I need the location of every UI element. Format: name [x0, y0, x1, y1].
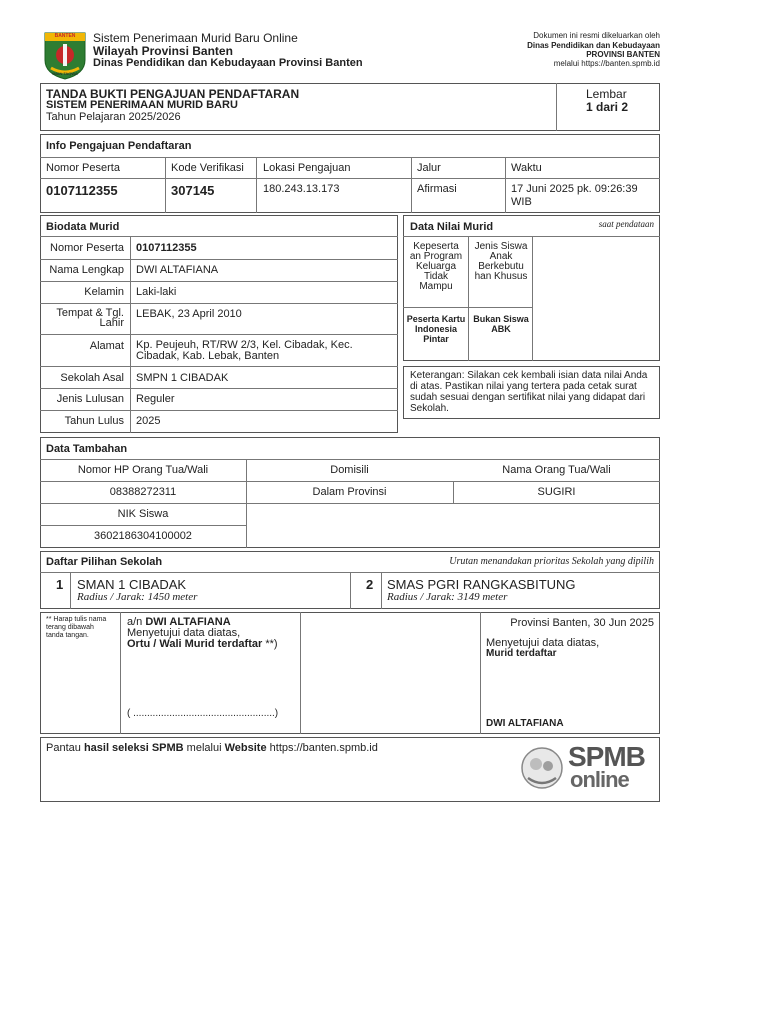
pilihan-note: Urutan menandakan prioritas Sekolah yang dipilih: [449, 556, 654, 567]
biodata-label: Nama Lengkap: [49, 264, 124, 276]
footer-url[interactable]: https://banten.spmb.id: [269, 742, 378, 754]
domisili-label: Domisili: [330, 464, 369, 476]
murid-line: Murid terdaftar: [486, 648, 557, 659]
biodata-value: SMPN 1 CIBADAK: [136, 372, 229, 384]
nomor-peserta-label: Nomor Peserta: [46, 162, 120, 174]
ortu-line: [127, 638, 278, 651]
nilai-col2-value: Bukan Siswa ABK: [473, 314, 529, 334]
nilai-title: Data Nilai Murid: [410, 221, 494, 233]
place-date: Provinsi Banten, 30 Jun 2025: [510, 617, 654, 629]
spmb-logo-sub: online: [570, 767, 629, 792]
footer-pantau: Pantau: [46, 742, 81, 754]
murid-name: DWI ALTAFIANA: [486, 718, 564, 729]
biodata-title: Biodata Murid: [46, 221, 120, 233]
header-right1: Dokumen ini resmi dikeluarkan oleh: [533, 31, 660, 40]
nilai-note: saat pendataan: [598, 219, 654, 229]
kode-verifikasi-value: 307145: [171, 183, 215, 198]
biodata-value: Laki-laki: [136, 286, 177, 298]
biodata-label: Sekolah Asal: [60, 372, 124, 384]
info-title: Info Pengajuan Pendaftaran: [46, 140, 192, 152]
ortu-value: SUGIRI: [537, 486, 576, 498]
banten-logo: [41, 30, 89, 80]
school-name: SMAS PGRI RANGKASBITUNG: [387, 577, 576, 592]
biodata-label: Kelamin: [84, 286, 124, 298]
school-radius: Radius / Jarak: 3149 meter: [387, 591, 508, 603]
sheet-value: 1 dari 2: [586, 100, 629, 114]
an-prefix: a/n: [127, 616, 143, 628]
biodata-label: Jenis Lulusan: [56, 393, 124, 405]
signature-footnote: ** Harap tulis nama terang dibawah tanda tangan.: [46, 616, 107, 639]
nilai-col1-value: Peserta Kartu Indonesia Pintar: [406, 314, 466, 344]
school-radius: Radius / Jarak: 1450 meter: [77, 591, 198, 603]
pilihan-title: Daftar Pilihan Sekolah: [46, 556, 163, 568]
biodata-value: 2025: [136, 415, 161, 427]
nilai-col1-head: Kepeserta an Program Keluarga Tidak Mampu: [409, 241, 463, 292]
nilai-col2-head: Jenis Siswa Anak Berkebutu han Khusus: [474, 241, 528, 282]
hp-value: 08388272311: [109, 486, 177, 498]
header-right3: PROVINSI BANTEN: [586, 50, 660, 59]
biodata-value: 0107112355: [136, 242, 197, 254]
header-line2: Wilayah Provinsi Banten: [93, 44, 233, 58]
ortu-signature-blank: ( ...................................................): [127, 708, 279, 719]
header-right2: Dinas Pendidikan dan Kebudayaan: [527, 41, 660, 50]
biodata-label: Tempat & Tgl. Lahir: [56, 307, 124, 329]
waktu-value: 17 Juni 2025 pk. 09:26:39 WIB: [511, 183, 638, 208]
ortu-label: Nama Orang Tua/Wali: [502, 464, 611, 476]
spmb-logo: [518, 742, 648, 794]
jalur-label: Jalur: [417, 162, 441, 174]
logo-motto: IMAN TAQWA: [52, 71, 78, 76]
title-sub: SISTEM PENERIMAAN MURID BARU: [46, 99, 238, 111]
domisili-value: Dalam Provinsi: [312, 486, 387, 498]
an-name: DWI ALTAFIANA: [145, 616, 231, 628]
footer-melalui: melalui: [186, 742, 222, 754]
biodata-label: Tahun Lulus: [64, 415, 124, 427]
logo-text: BANTEN: [54, 33, 76, 39]
setuju-murid: Menyetujui data diatas,: [486, 637, 600, 649]
keterangan-text: Keterangan: Silakan cek kembali isian data nilai Anda di atas. Pastikan nilai yang tertera pada cetak surat sudah sesuai dengan sertifikat nilai yang didapat dari Sekolah.: [410, 370, 648, 414]
biodata-value: Reguler: [136, 393, 175, 405]
header-line3: Dinas Pendidikan dan Kebudayaan Provinsi Banten: [93, 57, 363, 69]
biodata-value: DWI ALTAFIANA: [136, 264, 219, 276]
ortu-label: Ortu / Wali Murid terdaftar: [127, 638, 263, 650]
school-number: 2: [366, 577, 374, 592]
lokasi-value: 180.243.13.173: [263, 183, 340, 195]
lokasi-label: Lokasi Pengajuan: [263, 162, 351, 174]
biodata-label: Alamat: [89, 340, 124, 352]
nomor-peserta-value: 0107112355: [46, 183, 118, 198]
sheet-label: Lembar: [586, 87, 627, 101]
hp-label: Nomor HP Orang Tua/Wali: [77, 464, 209, 476]
kode-verifikasi-label: Kode Verifikasi: [171, 162, 244, 174]
spmb-logo-text: SPMB: [568, 741, 645, 772]
ortu-suffix: **): [265, 638, 278, 650]
footer-text: [46, 742, 378, 755]
setuju-ortu: Menyetujui data diatas,: [127, 627, 241, 639]
jalur-value: Afirmasi: [417, 183, 457, 195]
waktu-label: Waktu: [511, 162, 542, 174]
tambahan-title: Data Tambahan: [46, 443, 128, 455]
header-line1: Sistem Penerimaan Murid Baru Online: [93, 31, 298, 45]
spmb-mascot-icon: [518, 744, 566, 792]
school-name: SMAN 1 CIBADAK: [77, 577, 187, 592]
nik-value: 3602186304100002: [94, 530, 192, 542]
footer-website: Website: [224, 742, 267, 754]
biodata-value: LEBAK, 23 April 2010: [136, 308, 242, 320]
biodata-label: Nomor Peserta: [50, 242, 124, 254]
school-number: 1: [56, 577, 64, 592]
nik-label: NIK Siswa: [117, 508, 169, 520]
title-main: TANDA BUKTI PENGAJUAN PENDAFTARAN: [46, 87, 300, 101]
title-year: Tahun Pelajaran 2025/2026: [46, 111, 181, 123]
footer-hasil: hasil seleksi SPMB: [83, 742, 184, 754]
biodata-value: Kp. Peujeuh, RT/RW 2/3, Kel. Cibadak, Kec. Cibadak, Kab. Lebak, Banten: [136, 339, 353, 362]
header-right4: melalui https://banten.spmb.id: [553, 59, 660, 68]
